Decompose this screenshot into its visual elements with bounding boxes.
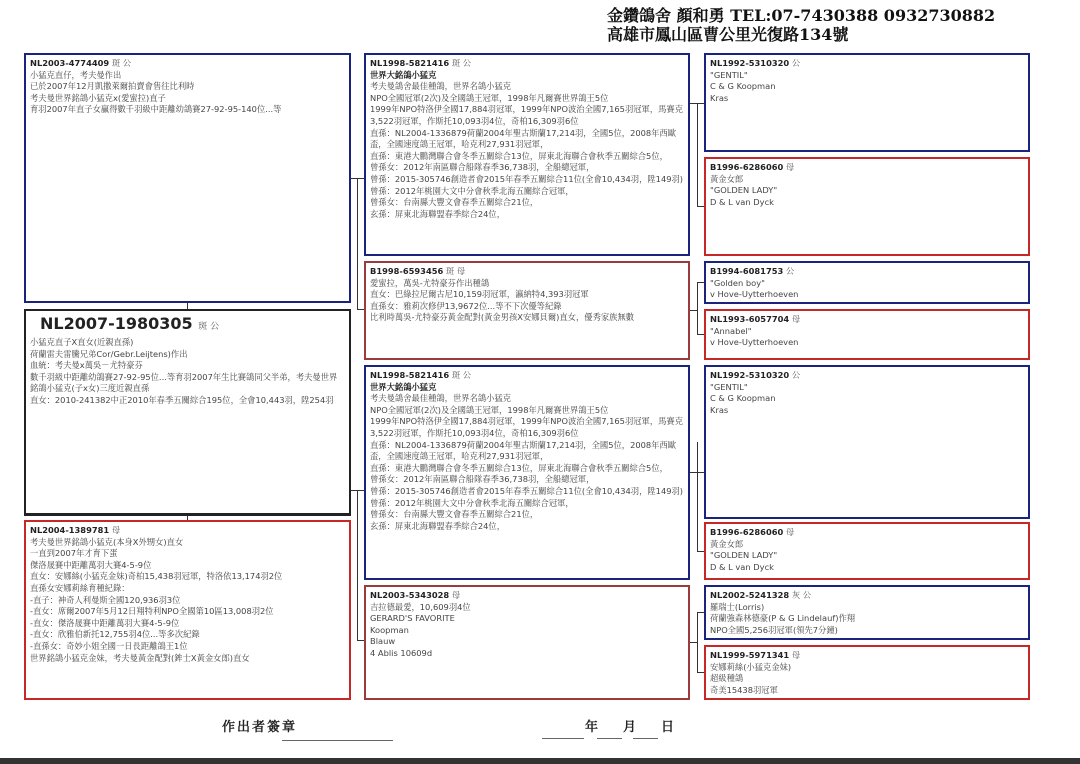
subject-note: 數千羽級中距離幼鴿賽27-92-95位...等育羽2007年生比賽鴿同父半弟，考夫曼世界銘鴿小猛克(子x女)三度近親直孫 [30, 371, 338, 394]
ggp-note: C & G Koopman [710, 393, 776, 404]
dam-dam-tag: 母 [451, 590, 461, 600]
dam-sire-note: 曾孫：2015-305746創造者會2015年春季五關綜合11位(全會10,434羽，陞149羽) [370, 485, 684, 496]
breeder-header [607, 6, 1047, 44]
sire-sire-note: 1999年NPO特洛伊全國17,884羽冠軍，1999年NPO波治全國7,165羽冠軍，馬賽克3,522羽冠軍，作斯托10,093羽4位，奇柏16,309羽6位 [370, 104, 684, 126]
dam-dam-note: Koopman [370, 624, 409, 635]
connector-line [697, 672, 704, 673]
sire-dam-box [364, 261, 690, 360]
subject-note: 荷蘭雷夫雷騰兄弟Cor/Gebr.Leijtens)作出 [30, 348, 188, 359]
dam-note: 直孫女安娜莉絲育種紀錄： [30, 582, 130, 593]
connector-line [357, 490, 358, 640]
dam-ring: NL2004-1389781 [30, 525, 110, 535]
sire-dam-note: 愛蜜拉，萬吳-尤特豪芬作出種鴿 [370, 277, 490, 288]
connector-line [357, 178, 358, 309]
ggp-ring: B1994-6081753 [710, 266, 784, 276]
dam-dam-note: 吉拉德最愛，10,609羽4位 [370, 601, 471, 612]
dam-note: -直孫女：奇妙小姐全國一日長距離鴿王1位 [30, 640, 188, 651]
ggp-note: 黃金女郎 [710, 538, 744, 549]
ggp-box-4 [704, 309, 1030, 360]
day-label: 日 [661, 720, 675, 735]
dam-sire-note: NPO全國冠軍(2次)及全國鴿王冠軍，1998年凡爾賽世界鴿王5位 [370, 404, 609, 415]
dam-sire-note: 曾孫女：台南縣大豐文會春季五關綜合21位， [370, 509, 539, 520]
signature-label: 作出者簽章 [222, 720, 298, 735]
ggp-ring: NL1993-6057704 [710, 314, 790, 324]
ggp-tag: 母 [791, 650, 801, 660]
breeder-address-line: 高雄市鳳山區曹公里光復路134號 [607, 25, 849, 44]
sire-sire-note: 曾孫：2015-305746創造者會2015年春季五關綜合11位(全會10,434羽，陞149羽) [370, 173, 684, 184]
dam-sire-note: 玄孫：屏東北海聯盟春季綜合24位， [370, 520, 506, 531]
ggp-box-2 [704, 157, 1030, 256]
ggp-note: D & L van Dyck [710, 196, 774, 207]
ggp-box-8 [704, 645, 1030, 700]
subject-note: 直女：2010-241382中正2010年春季五關綜合195位，全會10,443羽，陞254羽 [30, 394, 334, 405]
sire-note: 育羽2007年直子女贏得數千羽級中距離幼鴿賽27-92-95-140位...等 [30, 104, 282, 115]
dam-note: 傑洛晟賽中距離萬羽大賽4-5-9位 [30, 559, 152, 570]
ggp-note: 安娜莉絲(小猛克金妹) [710, 661, 792, 672]
subject-note: 血統：考夫曼x萬吳－尤特豪芬 [30, 360, 143, 371]
ggp-tag: 灰 公 [791, 590, 812, 600]
sire-dam-note: 比利時萬吳-尤特豪芬黃金配對(黃金男孩X安娜貝爾)直女，優秀家族無數 [370, 312, 635, 323]
sire-dam-note: 直女：巴綠拉尼爾古尼10,159羽冠軍，瀛納特4,393羽冠軍 [370, 289, 589, 300]
ggp-ring: NL1992-5310320 [710, 370, 790, 380]
dam-sire-note: 曾孫女：2012年南區聯合船隊春季36,738羽，全船總冠軍， [370, 474, 595, 485]
dam-sire-title: 世界大銘鴿小猛克 [370, 381, 437, 392]
ggp-ring: NL1992-5310320 [710, 58, 790, 68]
ggp-ring: B1996-6286060 [710, 162, 784, 172]
sire-note: 已於2007年12月凱撒萊爾拍賣會售往比利時 [30, 81, 195, 92]
sire-dam-note: 直孫女：雅莉次修伊13,9672位...等不下次優等紀錄 [370, 300, 562, 311]
connector-line [690, 310, 697, 311]
month-label: 月 [623, 720, 637, 735]
dam-sire-tag: 斑 公 [451, 370, 472, 380]
sire-note: 小猛克直仔，考夫曼作出 [30, 69, 122, 80]
ggp-ring: NL2002-5241328 [710, 590, 790, 600]
ggp-ring: NL1999-5971341 [710, 650, 790, 660]
connector-line [697, 334, 704, 335]
dam-note: -直子：神奇人利曼斯全國120,936羽3位 [30, 594, 181, 605]
month-field[interactable] [597, 738, 622, 739]
dam-sire-note: 考夫曼鴿舍最佳種鴿，世界名鴿小猛克 [370, 393, 512, 404]
subject-box [24, 309, 351, 516]
dam-dam-note: Blauw [370, 636, 396, 647]
dam-sire-note: 曾孫：2012年桃園大文中分會秋季北海五關綜合冠軍， [370, 497, 574, 508]
sire-dam-ring: B1998-6593456 [370, 266, 444, 276]
ggp-box-5 [704, 365, 1030, 519]
ggp-note: v Hove-Uytterhoeven [710, 337, 799, 348]
connector-line [697, 612, 698, 672]
sire-sire-note: 曾孫女：台南縣大豐文會春季五關綜合21位， [370, 197, 539, 208]
sire-sire-note: NPO全國冠軍(2次)及全國鴿王冠軍，1998年凡爾賽世界鴿王5位 [370, 92, 609, 103]
connector-line [697, 103, 698, 206]
sire-sire-box [364, 53, 690, 256]
connector-line [690, 642, 697, 643]
sire-box [24, 53, 351, 303]
ggp-note: Kras [710, 92, 729, 103]
dam-sire-note: 1999年NPO特洛伊全國17,884羽冠軍，1999年NPO波治全國7,165羽冠軍，馬賽克3,522羽冠軍，作斯托10,093羽4位，奇柏16,309羽6位 [370, 416, 684, 438]
breeder-contact-line: 金鑽鴿舍 顏和勇 TEL:07-7430388 0932730882 [607, 6, 996, 25]
sire-sire-note: 玄孫：屏東北海聯盟春季綜合24位， [370, 208, 506, 219]
dam-dam-note: 4 Ablis 10609d [370, 647, 433, 658]
ggp-note: 羅瑞士(Lorris) [710, 601, 765, 612]
connector-line [697, 282, 704, 283]
ggp-box-6 [704, 522, 1030, 580]
connector-line [697, 282, 698, 334]
sire-sire-title: 世界大銘鴿小猛克 [370, 69, 437, 80]
connector-line [697, 206, 704, 207]
dam-note: -直女：傑洛晟賽中距離萬羽大賽4-5-9位 [30, 617, 180, 628]
dam-note: -直女：欣雅伯新托12,755羽4位...等多次紀錄 [30, 629, 200, 640]
ggp-note: "GOLDEN LADY" [710, 185, 778, 196]
ggp-box-3 [704, 261, 1030, 304]
ggp-note: Kras [710, 404, 729, 415]
ggp-note: D & L van Dyck [710, 561, 774, 572]
ggp-tag: 母 [785, 527, 795, 537]
connector-line [697, 612, 704, 613]
ggp-note: "Golden boy" [710, 277, 765, 288]
year-field[interactable] [542, 738, 584, 739]
ggp-tag: 公 [791, 370, 801, 380]
dam-note: 考夫曼世界銘鴿小猛克(本身X外甥女)直女 [30, 536, 184, 547]
sire-sire-note: 曾孫：2012年桃園大文中分會秋季北海五關綜合冠軍， [370, 185, 574, 196]
sire-ring: NL2003-4774409 [30, 58, 110, 68]
ggp-note: 黃金女郎 [710, 173, 744, 184]
ggp-note: "GENTIL" [710, 69, 748, 80]
sire-tag: 斑 公 [111, 58, 132, 68]
year-label: 年 [585, 720, 599, 735]
dam-note: 直女：安娜絲(小猛克金妹)奇柏15,438羽冠軍，特洛依13,174羽2位 [30, 571, 283, 582]
dam-note: 一直到2007年才育下蛋 [30, 548, 118, 559]
sire-sire-note: 曾孫女：2012年南區聯合船隊春季36,738羽，全船總冠軍， [370, 162, 595, 173]
dam-dam-box [364, 585, 690, 700]
connector-line [697, 442, 698, 551]
dam-sire-note: 直孫：東港大鵬灣聯合會冬季五關綜合13位，屏東北海聯合會秋季五關綜合5位， [370, 462, 668, 473]
subject-tag: 斑 公 [198, 322, 220, 332]
dam-sire-ring: NL1998-5821416 [370, 370, 450, 380]
subject-ring: NL2007-1980305 [40, 314, 193, 333]
ggp-note: v Hove-Uytterhoeven [710, 289, 799, 300]
connector-line [697, 551, 704, 552]
ggp-note: 荷蘭強森林德豪(P & G Lindelauf)作翔 [710, 613, 856, 624]
bottom-bar [0, 758, 1080, 764]
ggp-box-7 [704, 585, 1030, 640]
dam-dam-note: GERARD'S FAVORITE [370, 613, 455, 624]
ggp-box-1 [704, 53, 1030, 152]
ggp-note: C & G Koopman [710, 81, 776, 92]
ggp-tag: 公 [791, 58, 801, 68]
dam-sire-box [364, 365, 690, 580]
ggp-note: 超級種鴿 [710, 673, 744, 684]
sire-sire-ring: NL1998-5821416 [370, 58, 450, 68]
ggp-ring: B1996-6286060 [710, 527, 784, 537]
ggp-note: NPO全國5,256羽冠軍(領先7分鐘) [710, 624, 838, 635]
ggp-note: 奇美15438羽冠軍 [710, 684, 778, 695]
ggp-tag: 公 [785, 266, 795, 276]
dam-note: 世界銘鴿小猛克金妹，考夫曼黃金配對(鉾士X黃金女郎)直女 [30, 652, 250, 663]
connector-line [357, 309, 364, 310]
dam-box [24, 520, 351, 700]
subject-note: 小猛克直子X直女(近親直孫) [30, 337, 134, 347]
sire-sire-note: 直孫：NL2004-1336879荷蘭2004年聖古斯蘭17,214羽，全國5位，2008年西歐盃，全國速度鴿王冠軍，哈克利27,931羽冠軍， [370, 127, 677, 150]
sire-note: 考夫曼世界銘鴿小猛克x(愛蜜拉)直子 [30, 92, 166, 103]
ggp-note: "GOLDEN LADY" [710, 550, 778, 561]
sire-sire-note: 考夫曼鴿舍最佳種鴿，世界名鴿小猛克 [370, 81, 512, 92]
ggp-note: "Annabel" [710, 325, 752, 336]
dam-dam-ring: NL2003-5343028 [370, 590, 450, 600]
signature-line[interactable] [282, 740, 393, 741]
dam-sire-note: 直孫：NL2004-1336879荷蘭2004年聖古斯蘭17,214羽，全國5位，2008年西歐盃，全國速度鴿王冠軍，哈克利27,931羽冠軍， [370, 439, 677, 462]
sire-dam-tag: 斑 母 [445, 266, 466, 276]
dam-tag: 母 [111, 525, 121, 535]
dam-note: -直女：席爾2007年5月12日翔特利NPO全國第10區13,008羽2位 [30, 606, 274, 617]
sire-sire-note: 直孫：東港大鵬灣聯合會冬季五關綜合13位，屏東北海聯合會秋季五關綜合5位， [370, 150, 668, 161]
day-field[interactable] [633, 738, 658, 739]
sire-sire-tag: 斑 公 [451, 58, 472, 68]
ggp-tag: 母 [791, 314, 801, 324]
ggp-tag: 母 [785, 162, 795, 172]
connector-line [357, 640, 364, 641]
ggp-note: "GENTIL" [710, 381, 748, 392]
